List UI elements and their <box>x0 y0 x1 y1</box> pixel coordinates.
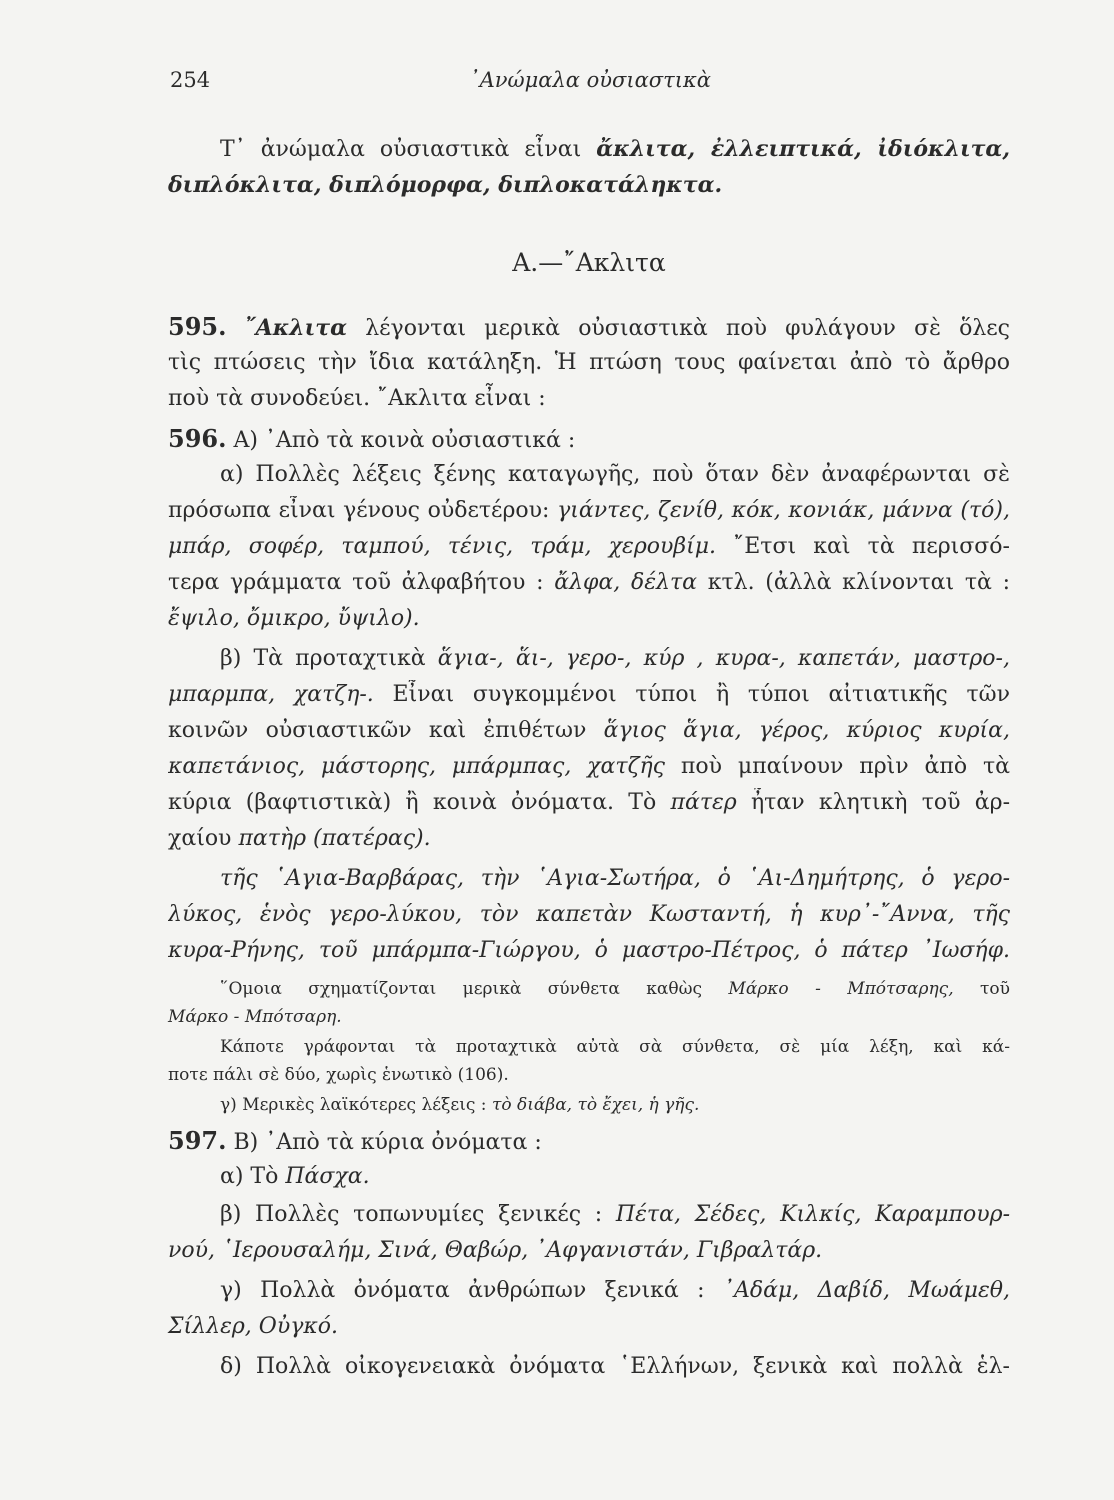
example-line-3: κυρα-Ρήνης, τοῦ μπάρμπα-Γιώργου, ὁ μαστρο-Πέτρος, ὁ πάτερ ᾿Ιωσήφ. <box>168 938 1010 963</box>
para-596-a-line-2: πρόσωπα εἶναι γένους οὐδετέρου: γιάντες, ζενίθ, κόκ, κονιάκ, μάννα (τό), <box>168 498 1010 523</box>
para-596-line-1: 596. Α) ᾿Απὸ τὰ κοινὰ οὐσιαστικά : <box>168 424 576 453</box>
para-597-c-line-1: γ) Πολλὰ ὀνόματα ἀνθρώπων ξενικά : ᾿Αδάμ, Δαβίδ, Μωάμεθ, <box>220 1278 1010 1303</box>
para-596-b-line-4: καπετάνιος, μάστορης, μπάρμπας, χατζῆς ποὺ μπαίνουν πρὶν ἀπὸ τὰ <box>168 754 1010 779</box>
note-line-1: ῞Ομοια σχηματίζονται μερικὰ σύνθετα καθὼς Μάρκο - Μπότσαρης, τοῦ <box>220 979 1010 999</box>
para-596-b-line-1: β) Τὰ προταχτικὰ ἅγια-, ἅι-, γερο-, κύρ , κυρα-, καπετάν, μαστρο-, <box>220 646 1010 671</box>
section-heading: Α.—῎Ακλιτα <box>512 248 666 277</box>
para-595-line-2: τὶς πτώσεις τὴν ἴδια κατάληξη. Ἡ πτώση τους φαίνεται ἀπὸ τὸ ἄρθρο <box>168 350 1010 375</box>
running-title: ᾿Ανώμαλα οὐσιαστικὰ <box>469 68 711 92</box>
intro-line-2: διπλόκλιτα, διπλόμορφα, διπλοκατάληκτα. <box>168 172 723 198</box>
para-597-b-line-2: νού, ῾Ιερουσαλήμ, Σινά, Θαβώρ, ᾿Αφγανιστάν, Γιβραλτάρ. <box>168 1238 823 1263</box>
para-596-a-line-3: μπάρ, σοφέρ, ταμπού, τένις, τράμ, χερουβίμ. ῎Ετσι καὶ τὰ περισσό- <box>168 534 1010 559</box>
note-line-3: Κάποτε γράφονται τὰ προταχτικὰ αὐτὰ σὰ σύνθετα, σὲ μία λέξη, καὶ κά- <box>220 1037 1010 1057</box>
para-597-d-line-1: δ) Πολλὰ οἰκογενειακὰ ὀνόματα ῾Ελλήνων, ξενικὰ καὶ πολλὰ ἑλ- <box>220 1354 1010 1379</box>
para-596-b-line-6: χαίου πατὴρ (πατέρας). <box>168 826 431 851</box>
para-596-b-line-3: κοινῶν οὐσιαστικῶν καὶ ἐπιθέτων ἅγιος ἅγια, γέρος, κύριος κυρία, <box>168 718 1010 743</box>
para-596-g-line-1: γ) Μερικὲς λαϊκότερες λέξεις : τὸ διάβα, τὸ ἔχει, ἡ γῆς. <box>220 1095 700 1115</box>
para-596-a-line-5: ἔψιλο, ὄμικρο, ὔψιλο). <box>168 606 420 631</box>
para-596-b-line-2: μπαρμπα, χατζη-. Εἶναι συγκομμένοι τύποι ἢ τύποι αἰτιατικῆς τῶν <box>168 682 1010 707</box>
para-596-b-line-5: κύρια (βαφτιστικὰ) ἢ κοινὰ ὀνόματα. Τὸ πάτερ ἦταν κλητικὴ τοῦ ἀρ- <box>168 790 1010 815</box>
para-597-b-line-1: β) Πολλὲς τοπωνυμίες ξενικές : Πέτα, Σέδες, Κιλκίς, Καραμπουρ- <box>220 1202 1010 1227</box>
page-number: 254 <box>170 68 211 92</box>
para-596-a-line-4: τερα γράμματα τοῦ ἀλφαβήτου : ἄλφα, δέλτα κτλ. (ἀλλὰ κλίνονται τὰ : <box>168 570 1010 595</box>
para-597-a: α) Τὸ Πάσχα. <box>220 1164 370 1189</box>
para-595-line-3: ποὺ τὰ συνοδεύει. ῎Ακλιτα εἶναι : <box>168 386 546 411</box>
note-line-2: Μάρκο - Μπότσαρη. <box>168 1007 342 1027</box>
note-line-4: ποτε πάλι σὲ δύο, χωρὶς ἑνωτικὸ (106). <box>168 1065 509 1085</box>
para-595-line-1: 595. ῎Ακλιτα λέγονται μερικὰ οὐσιαστικὰ ποὺ φυλάγουν σὲ ὅλες <box>168 312 1010 341</box>
para-596-a-line-1: α) Πολλὲς λέξεις ξένης καταγωγῆς, ποὺ ὅταν δὲν ἀναφέρωνται σὲ <box>220 462 1010 487</box>
example-line-1: τῆς ῾Αγια-Βαρβάρας, τὴν ῾Αγια-Σωτήρα, ὁ ῾Αι-Δημήτρης, ὁ γερο- <box>220 866 1010 891</box>
para-597-line-1: 597. Β) ᾿Απὸ τὰ κύρια ὀνόματα : <box>168 1126 542 1155</box>
example-line-2: λύκος, ἑνὸς γερο-λύκου, τὸν καπετὰν Κωσταντή, ἡ κυρ᾿-῎Αννα, τῆς <box>168 902 1010 927</box>
intro-line-1: Τ᾿ ἀνώμαλα οὐσιαστικὰ εἶναι ἄκλιτα, ἐλλειπτικά, ἰδιόκλιτα, <box>220 136 1010 162</box>
para-597-c-line-2: Σίλλερ, Οὐγκό. <box>168 1314 339 1339</box>
